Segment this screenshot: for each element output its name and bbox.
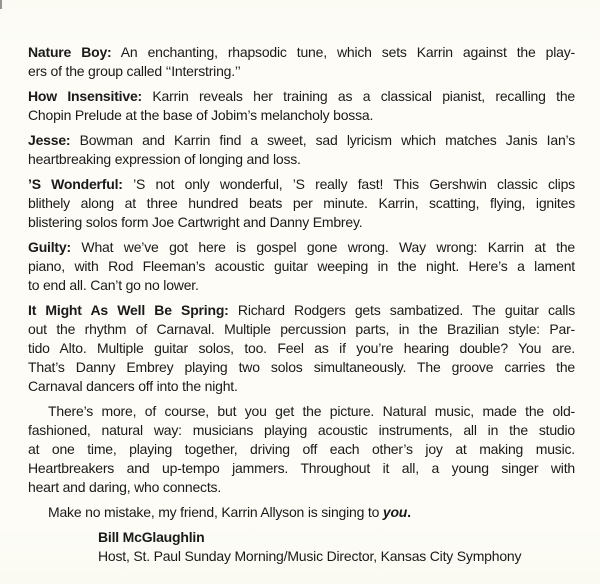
text-line [28, 301, 575, 320]
text-segment: blistering solos form Joe Cartwright and Danny Embrey. [28, 214, 363, 230]
text-segment: What we’ve got here is gospel gone wrong. Way wrong: Karrin at the [70, 239, 575, 255]
text-segment: fashioned, natural way: musicians playing acoustic instruments, all in the studio [28, 422, 575, 438]
text-segment: Bill McGlaughlin [98, 529, 205, 545]
text-segment: There’s more, of course, but you get the picture. Natural music, made the old- [48, 403, 575, 419]
text-segment: tido Alto. Multiple guitar solos, too. Feel as if you’re hearing double? You are. [28, 340, 575, 356]
scan-artifact [0, 0, 2, 9]
text-segment: ’S not only wonderful, ’S really fast! This Gershwin classic clips [122, 176, 575, 192]
paragraph-closing [28, 503, 575, 522]
text-line [28, 238, 575, 257]
text-segment: That’s Danny Embrey playing two solos simultaneously. The groove carries the [28, 359, 575, 375]
text-line [28, 440, 575, 459]
text-line [28, 62, 575, 81]
text-line [28, 43, 575, 62]
text-line [28, 150, 575, 169]
text-line [28, 257, 575, 276]
text-segment: out the rhythm of Carnaval. Multiple percussion parts, in the Brazilian style: Par- [28, 321, 575, 337]
text-segment: Make no mistake, my friend, Karrin Allyson is singing to [48, 504, 383, 520]
paragraph-nature-boy [28, 43, 575, 81]
text-segment: heartbreaking expression of longing and loss. [28, 151, 301, 167]
text-line [28, 358, 575, 377]
paragraph-signature [98, 528, 575, 566]
text-segment: Bowman and Karrin find a sweet, sad lyricism which matches Janis Ian’s [70, 132, 575, 148]
text-segment: at one time, playing together, driving off each other’s joy at making music. [28, 441, 575, 457]
text-segment: Nature Boy: [28, 44, 112, 60]
text-segment: ’S Wonderful: [28, 176, 123, 192]
text-line [98, 528, 575, 547]
paragraph-it-might-as-well-be-spring [28, 301, 575, 396]
text-segment: you [382, 504, 408, 520]
text-segment: Karrin reveals her training as a classical pianist, recalling the [142, 88, 575, 104]
text-line [28, 106, 575, 125]
text-line [28, 320, 575, 339]
text-segment: Carnaval dancers off into the night. [28, 378, 238, 394]
text-segment: . [407, 504, 411, 520]
text-line [28, 402, 575, 421]
text-line [28, 339, 575, 358]
paragraph-guilty [28, 238, 575, 295]
text-line [28, 131, 575, 150]
text-segment: Guilty: [28, 239, 71, 255]
text-segment: heart and daring, who connects. [28, 479, 222, 495]
text-line [28, 377, 575, 396]
liner-notes-text [28, 43, 575, 572]
text-line [28, 87, 575, 106]
text-line [28, 194, 575, 213]
text-line [28, 478, 575, 497]
text-line [28, 276, 575, 295]
text-line [28, 213, 575, 232]
text-segment: Richard Rodgers gets sambatized. The guitar calls [228, 302, 575, 318]
text-segment: Host, St. Paul Sunday Morning/Music Director, Kansas City Symphony [98, 548, 522, 564]
text-segment: Jesse: [28, 132, 71, 148]
text-segment: blithely along at three hundred beats per minute. Karrin, scatting, flying, ignites [28, 195, 575, 211]
text-line [28, 459, 575, 478]
text-line [28, 503, 575, 522]
paragraph-s-wonderful [28, 175, 575, 232]
text-segment: How Insensitive: [28, 88, 142, 104]
paragraph-how-insensitive [28, 87, 575, 125]
text-line [28, 175, 575, 194]
text-segment: Heartbreakers and up-tempo jammers. Throughout it all, a young singer with [28, 460, 575, 476]
text-segment: An enchanting, rhapsodic tune, which sets Karrin against the play- [111, 44, 575, 60]
paragraph-summary [28, 402, 575, 497]
text-segment: to end all. Can’t go no lower. [28, 277, 199, 293]
text-segment: piano, with Rod Fleeman’s acoustic guitar weeping in the night. Here’s a lament [28, 258, 575, 274]
text-segment: Chopin Prelude at the base of Jobim’s melancholy bossa. [28, 107, 374, 123]
paragraph-jesse [28, 131, 575, 169]
text-segment: ers of the group called ‘‘Interstring.’’ [28, 63, 241, 79]
text-segment: It Might As Well Be Spring: [28, 302, 229, 318]
text-line [98, 547, 575, 566]
text-line [28, 421, 575, 440]
